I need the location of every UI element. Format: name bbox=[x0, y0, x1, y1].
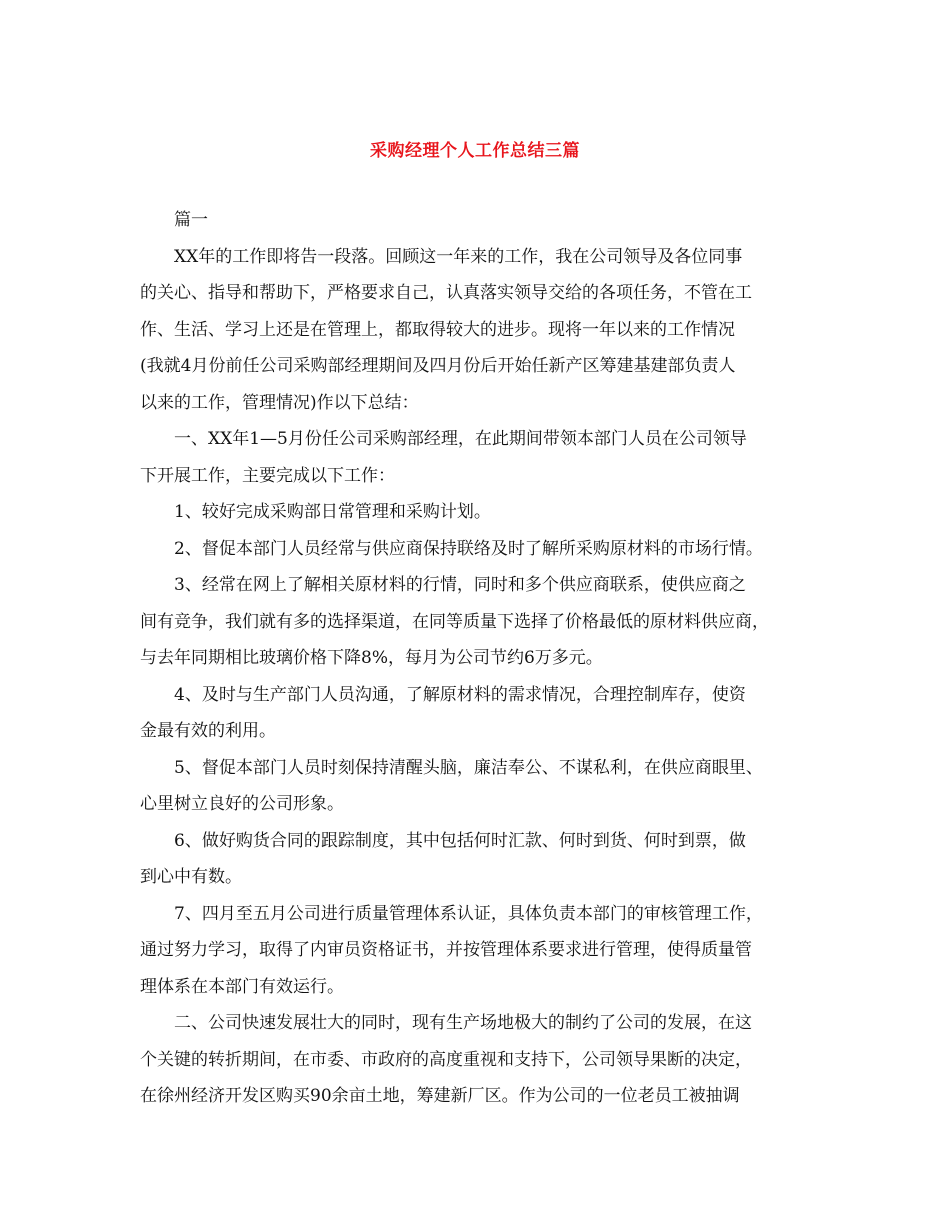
paragraph-line: XX年的工作即将告一段落。回顾这一年来的工作，我在公司领导及各位同事 bbox=[174, 246, 743, 267]
paragraph-line: 心里树立良好的公司形象。 bbox=[140, 794, 344, 814]
paragraph-line: 个关键的转折期间，在市委、市政府的高度重视和支持下，公司领导果断的决定， bbox=[140, 1049, 752, 1070]
list-item: 4、及时与生产部门人员沟通，了解原材料的需求情况，合理控制库存，使资 bbox=[174, 684, 746, 705]
paragraph-line: 与去年同期相比玻璃价格下降8%，每月为公司节约6万多元。 bbox=[140, 648, 603, 668]
paragraph-line: 的关心、指导和帮助下，严格要求自己，认真落实领导交给的各项任务，不管在工 bbox=[140, 283, 752, 303]
list-item: 3、经常在网上了解相关原材料的行情，同时和多个供应商联系，使供应商之 bbox=[174, 575, 746, 595]
paragraph-line: 以来的工作，管理情况)作以下总结： bbox=[140, 392, 419, 413]
paragraph-line: 间有竞争，我们就有多的选择渠道，在同等质量下选择了价格最低的原材料供应商， bbox=[140, 611, 769, 632]
list-item: 6、做好购货合同的跟踪制度，其中包括何时汇款、何时到货、何时到票，做 bbox=[174, 830, 746, 851]
paragraph-line: 通过努力学习，取得了内审员资格证书，并按管理体系要求进行管理，使得质量管 bbox=[140, 940, 752, 960]
paragraph-line: 二、公司快速发展壮大的同时，现有生产场地极大的制约了公司的发展，在这 bbox=[174, 1013, 752, 1033]
document-title: 采购经理个人工作总结三篇 bbox=[370, 141, 580, 161]
paragraph-line: (我就4月份前任公司采购部经理期间及四月份后开始任新产区筹建基建部负责人 bbox=[140, 356, 736, 376]
list-item: 2、督促本部门人员经常与供应商保持联络及时了解所采购原材料的市场行情。 bbox=[174, 538, 763, 559]
paragraph-line: 作、生活、学习上还是在管理上，都取得较大的进步。现将一年以来的工作情况 bbox=[140, 319, 735, 340]
section-heading: 篇一 bbox=[174, 210, 208, 230]
list-item: 5、督促本部门人员时刻保持清醒头脑，廉洁奉公、不谋私利，在供应商眼里、 bbox=[174, 757, 763, 778]
paragraph-line: 一、XX年1—5月份任公司采购部经理，在此期间带领本部门人员在公司领导 bbox=[174, 429, 747, 449]
paragraph-line: 理体系在本部门有效运行。 bbox=[140, 976, 344, 997]
document-body bbox=[140, 202, 820, 1115]
paragraph-line: 到心中有数。 bbox=[140, 867, 242, 887]
paragraph-line: 金最有效的利用。 bbox=[140, 721, 276, 741]
paragraph-line: 在徐州经济开发区购买90余亩土地，筹建新厂区。作为公司的一位老员工被抽调 bbox=[140, 1086, 740, 1106]
list-item: 1、较好完成采购部日常管理和采购计划。 bbox=[174, 502, 491, 522]
paragraph-line: 下开展工作，主要完成以下工作： bbox=[140, 465, 395, 486]
list-item: 7、四月至五月公司进行质量管理体系认证，具体负责本部门的审核管理工作， bbox=[174, 903, 763, 924]
